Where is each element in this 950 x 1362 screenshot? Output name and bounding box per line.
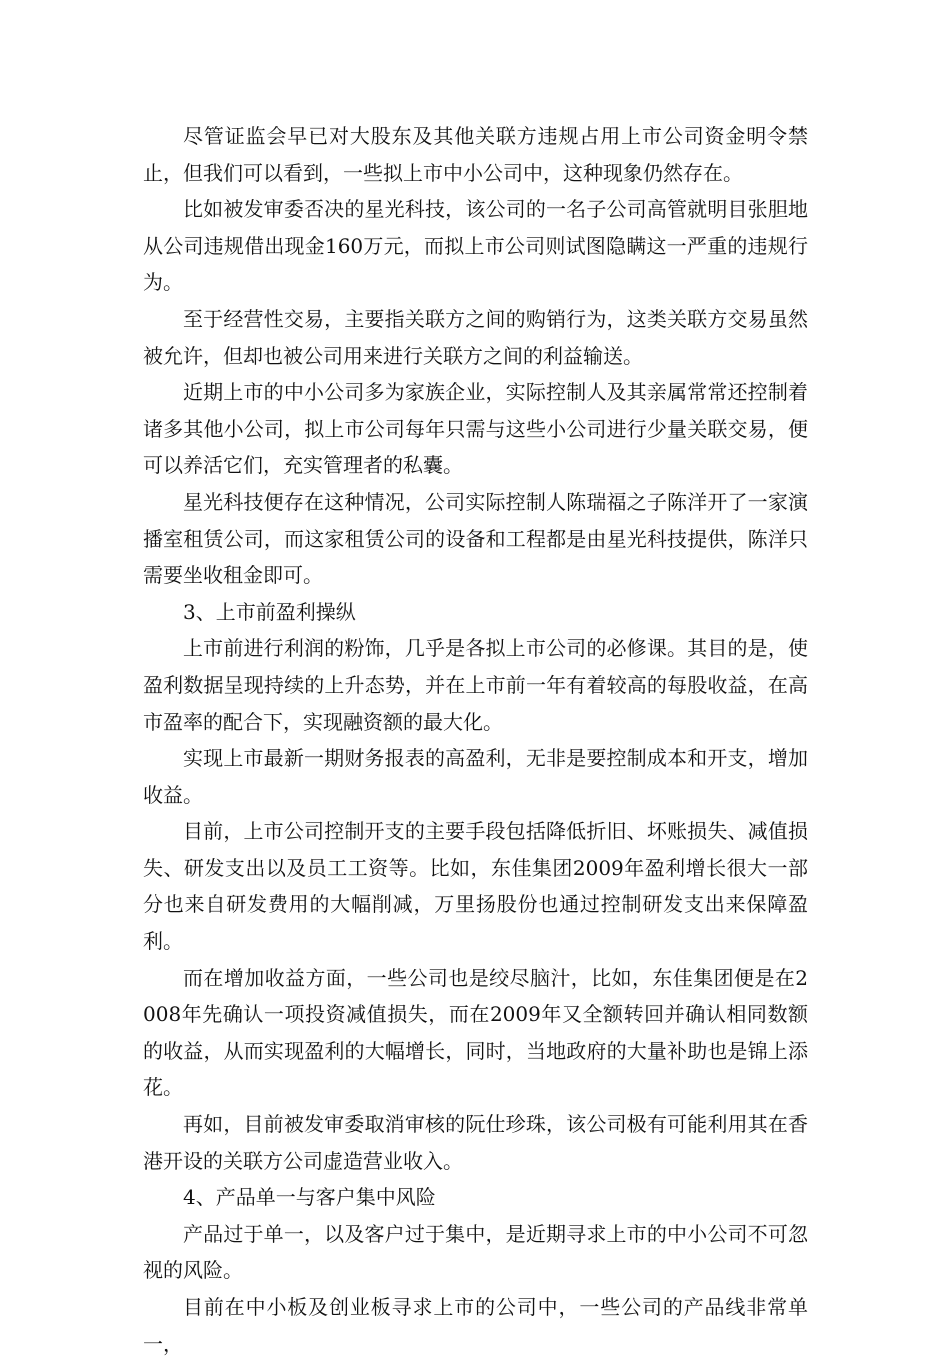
paragraph: 星光科技便存在这种情况，公司实际控制人陈瑞福之子陈洋开了一家演播室租赁公司，而这家租赁公司的设备和工程都是由星光科技提供，陈洋只需要坐收租金即可。 [143, 489, 808, 588]
body-text [143, 118, 808, 1362]
paragraph: 目前在中小板及创业板寻求上市的公司中，一些公司的产品线非常单一， [143, 1295, 808, 1356]
paragraph: 至于经营性交易，主要指关联方之间的购销行为，这类关联方交易虽然被允许，但却也被公司用来进行关联方之间的利益输送。 [143, 306, 808, 368]
paragraph: 而在增加收益方面，一些公司也是绞尽脑汁，比如，东佳集团便是在2008年先确认一项投资减值损失，而在2009年又全额转回并确认相同数额的收益，从而实现盈利的大幅增长，同时，当地政府的大量补助也是锦上添花。 [143, 965, 808, 1100]
section-heading: 4、产品单一与客户集中风险 [183, 1185, 436, 1210]
paragraph: 产品过于单一，以及客户过于集中，是近期寻求上市的中小公司不可忽视的风险。 [143, 1221, 808, 1283]
paragraph: 再如，目前被发审委取消审核的阮仕珍珠，该公司极有可能利用其在香港开设的关联方公司虚造营业收入。 [143, 1112, 808, 1173]
paragraph: 比如被发审委否决的星光科技，该公司的一名子公司高管就明目张胆地从公司违规借出现金160万元，而拟上市公司则试图隐瞒这一严重的违规行为。 [143, 197, 808, 295]
paragraph: 近期上市的中小公司多为家族企业，实际控制人及其亲属常常还控制着诸多其他小公司，拟上市公司每年只需与这些小公司进行少量关联交易，便可以养活它们，充实管理者的私囊。 [143, 380, 808, 478]
paragraph: 目前，上市公司控制开支的主要手段包括降低折旧、坏账损失、减值损失、研发支出以及员工工资等。比如，东佳集团2009年盈利增长很大一部分也来自研发费用的大幅削减，万里扬股份也通过控制研发支出来保障盈利。 [143, 819, 808, 954]
paragraph: 上市前进行利润的粉饰，几乎是各拟上市公司的必修课。其目的是，使盈利数据呈现持续的上升态势，并在上市前一年有着较高的每股收益，在高市盈率的配合下，实现融资额的最大化。 [143, 636, 808, 734]
paragraph: 尽管证监会早已对大股东及其他关联方违规占用上市公司资金明令禁止，但我们可以看到，一些拟上市中小公司中，这种现象仍然存在。 [143, 124, 808, 185]
section-heading: 3、上市前盈利操纵 [183, 599, 356, 624]
paragraph: 实现上市最新一期财务报表的高盈利，无非是要控制成本和开支，增加收益。 [143, 746, 808, 807]
